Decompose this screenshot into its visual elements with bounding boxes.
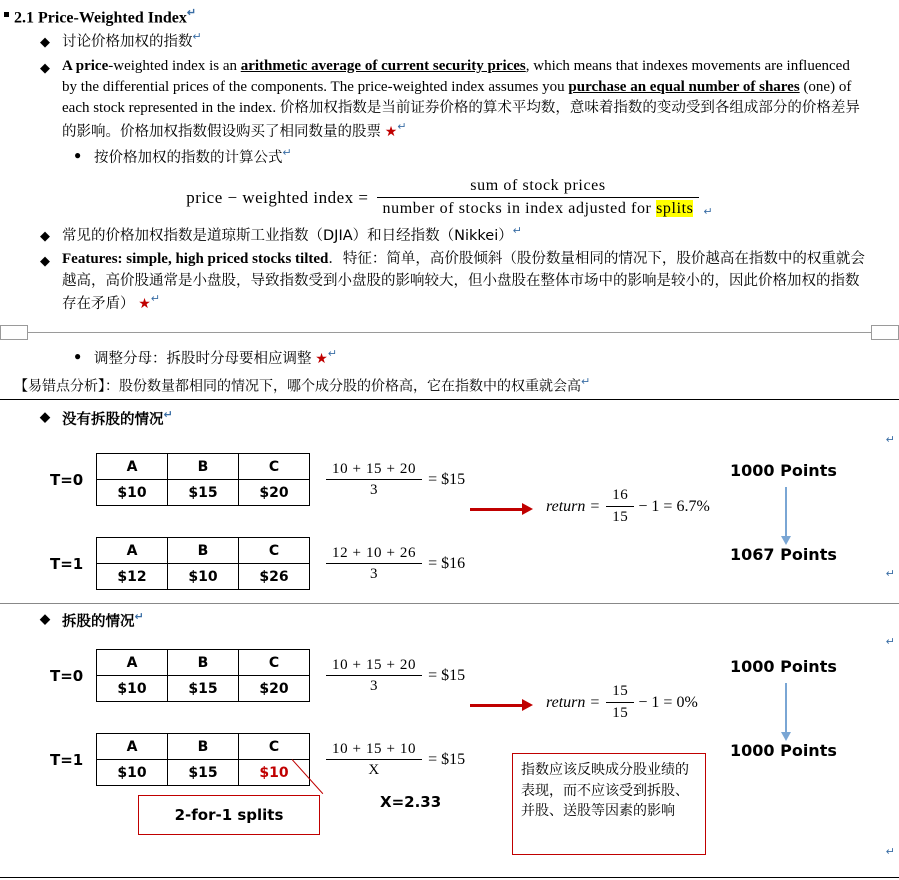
- arrow-shaft: [470, 704, 522, 707]
- stock-header-a: A: [97, 734, 168, 760]
- stock-header-a: A: [97, 538, 168, 564]
- star-icon: ★: [315, 352, 328, 368]
- pilcrow-icon: ↵: [150, 293, 161, 305]
- calc-numerator: 10 + 15 + 20: [332, 460, 417, 477]
- pilcrow-icon: ↵: [885, 636, 895, 649]
- example-1-title: [40, 408, 899, 429]
- example-1-points-t0: 1000 Points: [730, 461, 837, 481]
- diamond-bullet-icon: ◆: [40, 253, 50, 269]
- square-bullet-icon: [4, 12, 9, 17]
- stock-price-c: $20: [239, 676, 310, 702]
- pilcrow-icon: ↵: [885, 568, 895, 581]
- stock-header-b: B: [168, 454, 239, 480]
- example-2-row-t1: [50, 733, 465, 786]
- time-label: T=0: [50, 666, 84, 685]
- return-label: return =: [546, 693, 601, 711]
- error-prone-analysis-note: [14, 375, 899, 396]
- stock-price-c: $20: [239, 480, 310, 506]
- average-calculation: [326, 741, 465, 779]
- stock-header-c: C: [239, 650, 310, 676]
- stock-header-b: B: [168, 538, 239, 564]
- arrow-head: [522, 503, 533, 515]
- return-denominator: 15: [606, 702, 634, 722]
- return-fraction: [606, 683, 634, 722]
- features-english: Features: simple, high priced stocks tilted: [62, 251, 329, 268]
- stock-price-table: [96, 649, 310, 702]
- table-row: [97, 734, 310, 760]
- red-arrow-icon: [470, 503, 533, 515]
- calc-result: = $15: [428, 470, 466, 488]
- average-calculation: [326, 461, 465, 499]
- bullet-common-indexes: [40, 224, 899, 247]
- definition-mid-2: (one) of each stock represented in the index.: [62, 78, 852, 117]
- example-title-text: 没有拆股的情况: [62, 412, 164, 429]
- calc-denominator: 3: [326, 563, 422, 583]
- example-1-row-t0: [50, 453, 465, 506]
- return-tail: − 1 = 6.7%: [638, 497, 710, 515]
- stock-price-b: $15: [168, 676, 239, 702]
- arrow-head: [522, 699, 533, 711]
- table-row: [97, 760, 310, 786]
- diamond-bullet-icon: ◆: [40, 228, 50, 244]
- time-label: T=0: [50, 470, 84, 489]
- stock-price-a: $10: [97, 480, 168, 506]
- return-label: return =: [546, 497, 601, 515]
- formula-numerator: sum of stock prices: [470, 177, 606, 195]
- pilcrow-icon: ↵: [327, 348, 338, 361]
- calc-numerator: 10 + 15 + 20: [332, 656, 417, 673]
- divider-line: [0, 603, 899, 604]
- stock-price-c: $26: [239, 564, 310, 590]
- calc-numerator: 10 + 15 + 10: [332, 740, 417, 757]
- pilcrow-icon: ↵: [885, 846, 895, 859]
- calc-result: = $15: [428, 666, 466, 684]
- index-note-box: [512, 753, 706, 855]
- heading-number: 2.1: [14, 9, 34, 27]
- formula-left-side: price − weighted index =: [186, 187, 369, 207]
- calc-result: = $16: [428, 554, 466, 572]
- pilcrow-icon: ↵: [186, 7, 197, 19]
- formula-fraction: [377, 177, 700, 218]
- calc-fraction: [326, 657, 422, 695]
- blue-down-arrow-icon: [785, 683, 787, 733]
- pilcrow-icon: ↵: [512, 225, 522, 238]
- divider-line: [0, 399, 899, 400]
- table-row: [97, 454, 310, 480]
- bullet-text: 讨论价格加权的指数: [62, 34, 193, 51]
- definition-lead-rest: -weighted index: [108, 57, 206, 74]
- time-label: T=1: [50, 554, 84, 573]
- pilcrow-icon: ↵: [134, 610, 144, 624]
- return-numerator: 15: [612, 683, 629, 700]
- round-bullet-icon: ●: [74, 147, 82, 162]
- calc-denominator: X: [326, 759, 422, 779]
- denominator-highlight: splits: [656, 200, 694, 218]
- pilcrow-icon: ↵: [192, 31, 202, 44]
- page-break-tab-right: [871, 325, 899, 340]
- pilcrow-icon: ↵: [397, 120, 407, 133]
- pilcrow-icon: ↵: [703, 206, 713, 219]
- stock-header-b: B: [168, 734, 239, 760]
- calc-denominator: 3: [326, 675, 422, 695]
- example-1-row-t1: [50, 537, 465, 590]
- features-chinese: ．特征：简单，高价股倾斜（股份数量相同的情况下，股价越高在指数中的权重就会越高，高价股通常是小盘股，导致指数受到小盘股的影响较大，但小盘股在整体市场中的影响是较小的，因此价格加权的指数存在矛盾）: [62, 251, 865, 312]
- bullet-discuss-price-weighted: [40, 30, 899, 53]
- stock-header-c: C: [239, 454, 310, 480]
- diamond-bullet-icon: ◆: [40, 611, 50, 627]
- calc-numerator: 12 + 10 + 26: [332, 544, 417, 561]
- example-title-text: 拆股的情况: [62, 614, 135, 631]
- time-label: T=1: [50, 750, 84, 769]
- stock-header-b: B: [168, 650, 239, 676]
- table-row: [97, 650, 310, 676]
- stock-price-a: $10: [97, 676, 168, 702]
- stock-price-a: $10: [97, 760, 168, 786]
- pilcrow-icon: ↵: [282, 146, 292, 159]
- subbullet-formula-intro: [72, 146, 899, 169]
- table-row: [97, 538, 310, 564]
- stock-price-b: $10: [168, 564, 239, 590]
- average-calculation: [326, 545, 465, 583]
- denominator-text: number of stocks in index adjusted for: [382, 200, 657, 218]
- average-calculation: [326, 657, 465, 695]
- stock-price-b: $15: [168, 480, 239, 506]
- subbullet-adjust-denominator: [72, 347, 899, 370]
- stock-price-b: $15: [168, 760, 239, 786]
- round-bullet-icon: ●: [74, 349, 82, 364]
- star-icon: ★: [138, 297, 151, 312]
- table-row: [97, 564, 310, 590]
- split-callout-label: 2-for-1 splits: [174, 806, 284, 825]
- definition-lead-bold: A price: [62, 57, 109, 74]
- stock-price-c: $10: [239, 760, 310, 786]
- stock-header-a: A: [97, 650, 168, 676]
- example-1-block: [40, 447, 899, 597]
- definition-is-text: is an: [205, 57, 241, 74]
- subbullet-text: 按价格加权的指数的计算公式: [94, 149, 283, 166]
- calc-fraction: [326, 741, 422, 779]
- definition-chinese: 价格加权指数是当前证券价格的算术平均数，意味着指数的变动受到各组成部分的价格差异的影响。价格加权指数假设购买了相同数量的股票: [62, 100, 860, 140]
- example-2-return-equation: [546, 683, 698, 722]
- divider-line: [0, 877, 899, 878]
- heading-text: Price-Weighted Index: [38, 9, 187, 27]
- stock-header-c: C: [239, 734, 310, 760]
- calc-denominator: 3: [326, 479, 422, 499]
- definition-mid-1: , which means that indexes movements are influenced by the differential prices of the components. The price-weighted index assumes you: [62, 57, 850, 95]
- bullet-definition: [40, 56, 865, 143]
- example-2-block: [40, 647, 899, 877]
- example-2-row-t0: [50, 649, 465, 702]
- page-break-line: [0, 332, 899, 333]
- stock-price-table: [96, 537, 310, 590]
- stock-header-c: C: [239, 538, 310, 564]
- index-note-text: 指数应该反映成分股业绩的表现，而不应该受到拆股、并股、送股等因素的影响: [521, 762, 689, 819]
- stock-price-table: [96, 733, 310, 786]
- split-callout-box: [138, 795, 320, 835]
- example-2-points-t0: 1000 Points: [730, 657, 837, 677]
- return-tail: − 1 = 0%: [638, 693, 698, 711]
- example-1-return-equation: [546, 487, 710, 526]
- star-icon: ★: [384, 124, 398, 140]
- page-break-marker: [0, 325, 899, 339]
- page-break-tab-left: [0, 325, 28, 340]
- pilcrow-icon: ↵: [885, 434, 895, 447]
- definition-underline-1: arithmetic average of current security prices: [240, 57, 526, 74]
- example-1-points-t1: 1067 Points: [730, 545, 837, 565]
- calc-fraction: [326, 461, 422, 499]
- return-numerator: 16: [612, 487, 629, 504]
- pilcrow-icon: ↵: [163, 408, 173, 422]
- example-2-points-t1: 1000 Points: [730, 741, 837, 761]
- blue-down-arrow-icon: [785, 487, 787, 537]
- stock-price-a: $12: [97, 564, 168, 590]
- calc-result: = $15: [428, 750, 466, 768]
- formula-denominator: [377, 197, 700, 218]
- stock-price-table: [96, 453, 310, 506]
- document-page: [0, 6, 899, 880]
- diamond-bullet-icon: ◆: [40, 59, 50, 75]
- bullet-text: 常见的价格加权指数是道琼斯工业指数（DJIA）和日经指数（Nikkei）: [62, 228, 513, 245]
- page-title: [14, 6, 899, 27]
- pilcrow-icon: ↵: [581, 374, 591, 388]
- definition-underline-2: purchase an equal number of shares: [568, 78, 800, 95]
- arrow-shaft: [470, 508, 522, 511]
- table-row: [97, 480, 310, 506]
- return-denominator: 15: [606, 506, 634, 526]
- example-2-title: [40, 610, 899, 631]
- price-weighted-index-formula: [0, 177, 899, 218]
- denominator-x-value: X=2.33: [380, 793, 442, 812]
- diamond-bullet-icon: ◆: [40, 409, 50, 425]
- analysis-text: 【易错点分析】：股份数量都相同的情况下，哪个成分股的价格高，它在指数中的权重就会高: [14, 378, 581, 395]
- diamond-bullet-icon: ◆: [40, 34, 50, 50]
- table-row: [97, 676, 310, 702]
- subbullet-text: 调整分母：拆股时分母要相应调整: [94, 351, 312, 368]
- red-arrow-icon: [470, 699, 533, 711]
- return-fraction: [606, 487, 634, 526]
- bullet-features: [40, 249, 865, 315]
- calc-fraction: [326, 545, 422, 583]
- stock-header-a: A: [97, 454, 168, 480]
